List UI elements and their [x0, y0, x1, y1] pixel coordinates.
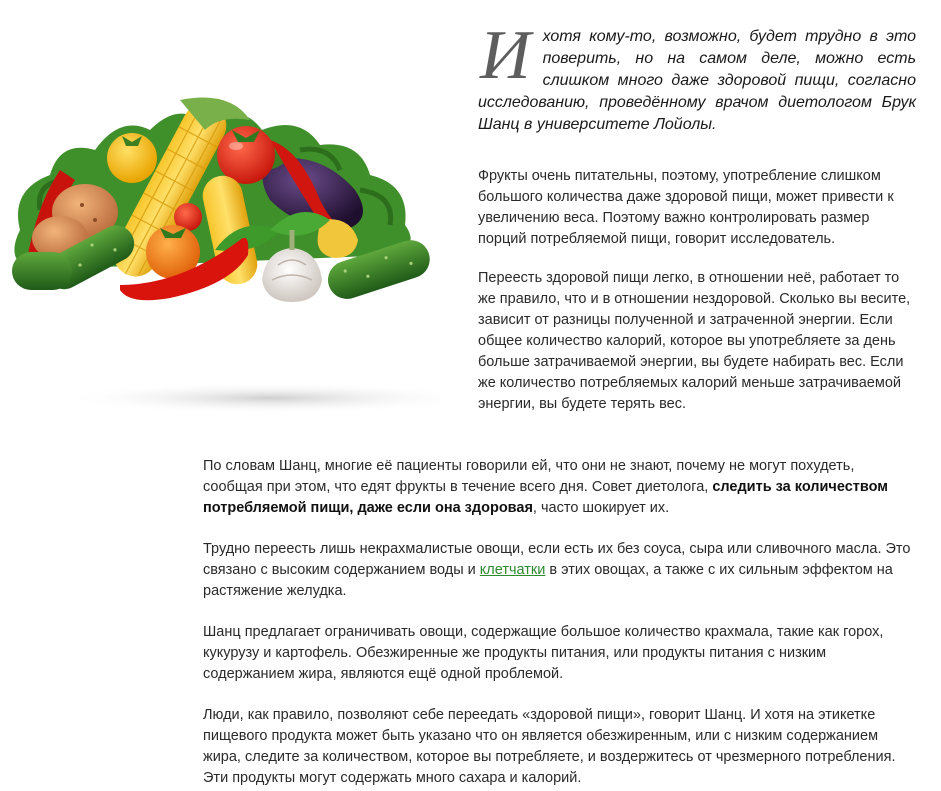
paragraph-patients — [203, 456, 913, 519]
paragraph-patients-start: По словам Шанц, многие её пациенты говорили ей, что они не знают, почему не могут похудеть, сообщая при этом, что едят фрукты в течение всего дня. Совет диетолога, — [203, 458, 855, 495]
paragraph-overeating: Переесть здоровой пищи легко, в отношении неё, работает то же правило, что и в отношении нездоровой. Сколько вы весите, зависит от разницы полученной и затраченной энергии. Если общее количество калорий, которое вы употребляете за день больше затрачиваемой энергии, вы будете набирать вес. Если же количество потребляемых калорий меньше затрачиваемой энергии, вы будете терять вес. — [478, 270, 911, 412]
paragraph-vegetables-end: в этих овощах, а также с их сильным эффектом на растяжение желудка. — [203, 562, 893, 599]
paragraph-healthy-food: Люди, как правило, позволяют себе переедать «здоровой пищи», говорит Шанц. И хотя на этикетке пищевого продукта может быть указано что он является обезжиренным, или с низким содержанием жира, следите за количеством, которое вы потребляете, и воздержитесь от чрезмерного потребления. Эти продукты могут содержать много сахара и калорий. — [203, 707, 896, 786]
fiber-link[interactable]: клетчатки — [479, 562, 546, 578]
drop-cap: И — [480, 17, 531, 94]
paragraph-vegetables — [203, 539, 913, 602]
vegetables-image — [0, 80, 440, 420]
intro-text: хотя кому-то, возможно, будет трудно в это поверить, но на самом деле, можно есть слишком много даже здоровой пищи, согласно исследованию, проведённому врачом диетологом Брук Шанц в университете Лойолы. — [478, 28, 916, 133]
intro-paragraph — [478, 17, 916, 136]
paragraph-patients-advice: следить за количеством потребляемой пищи, даже если она здоровая — [203, 479, 889, 516]
paragraph-vegetables-start: Трудно переесть лишь некрахмалистые овощи, если есть их без соуса, сыра или сливочного масла. Это связано с высоким содержанием воды и — [203, 541, 911, 578]
paragraph-patients-end: , часто шокирует их. — [532, 500, 670, 516]
paragraph-fruits: Фрукты очень питательны, поэтому, употребление слишком большого количества даже здоровой пищи, может привести к увеличению веса. Поэтому важно контролировать размер порций потребляемой пищи, говорит исследователь. — [478, 168, 894, 247]
paragraph-starch: Шанц предлагает ограничивать овощи, содержащие большое количество крахмала, такие как горох, кукурузу и картофель. Обезжиренные же продукты питания, или продукты питания с низким содержанием жира, являются ещё одной проблемой. — [203, 624, 884, 682]
